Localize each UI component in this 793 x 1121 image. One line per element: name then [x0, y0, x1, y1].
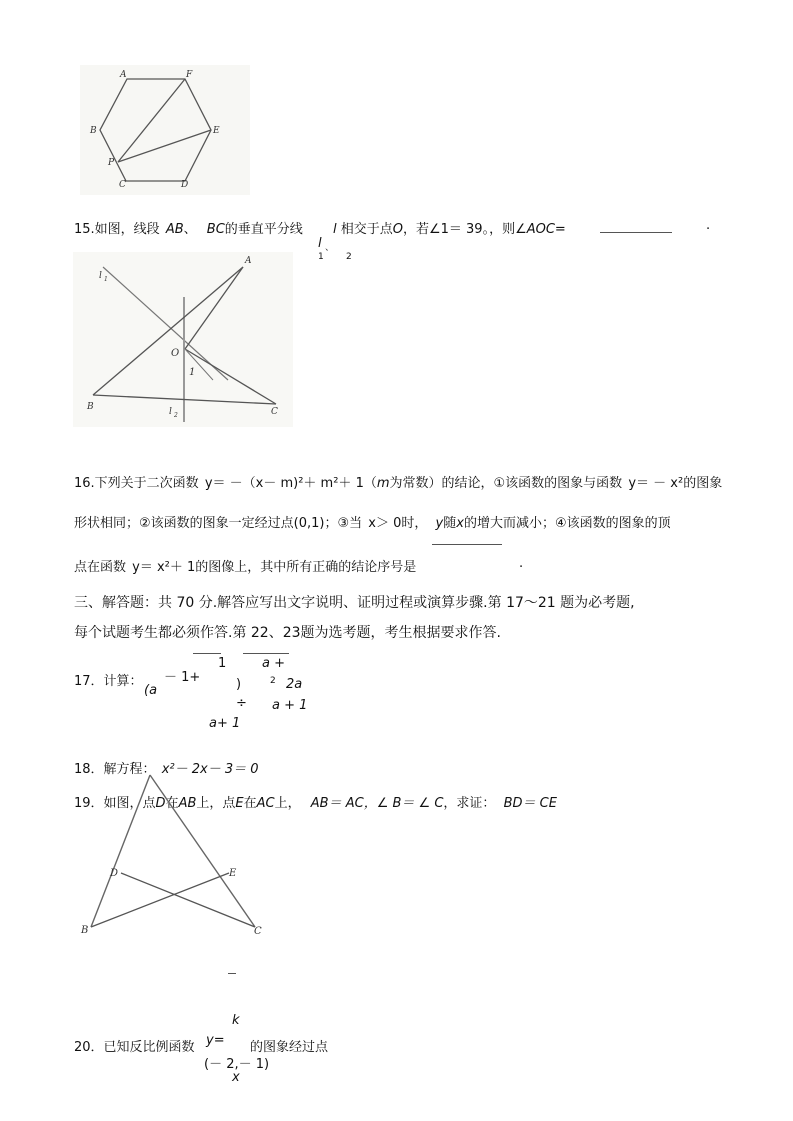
q15-text: 15.如图，线段 [74, 222, 160, 237]
q15-ab: AB [165, 222, 184, 237]
isosceles-triangle-figure [78, 770, 278, 940]
q17-close: ) [236, 677, 242, 692]
label-F: F [186, 70, 193, 80]
q16-line2 [74, 512, 671, 531]
q15-sub-sep: 、 [325, 243, 335, 253]
q19-t5: ，求证： [443, 796, 496, 811]
q15-sub2: 2 [346, 252, 352, 262]
q17-label: 17．计算： [74, 674, 143, 689]
question-20 [74, 1036, 195, 1055]
q17-minus1: － 1+ [164, 670, 201, 685]
q15-aoc: AOC= [526, 222, 566, 237]
q16-l2c: 时， [401, 516, 428, 531]
q15-sep: 、 [183, 222, 197, 237]
q18-label: 18．解方程： [74, 762, 156, 777]
q19-t4: 上， [274, 796, 301, 811]
fig15-l2: l [169, 407, 172, 417]
q16-l2e: 的增大而减小；④该函数的图象的顶 [463, 516, 671, 531]
label-P: P [108, 158, 115, 168]
fig15-l1: l [99, 271, 102, 281]
q16-line3 [74, 556, 416, 575]
fig15-O: O [171, 348, 180, 359]
q19-e: E [235, 796, 244, 811]
q16-l1a: 16.下列关于二次函数 [74, 476, 199, 491]
q16-end: . [519, 556, 524, 571]
q15-point-o: O [392, 222, 403, 237]
fig19-D: D [110, 868, 119, 879]
question-15 [74, 218, 566, 237]
q19-ac: AC [256, 796, 275, 811]
q16-l2a: 形状相同；②该函数的图象一定经过点 [74, 516, 294, 531]
q20-y: y= [206, 1033, 225, 1048]
q15-bc: BC [206, 222, 225, 237]
q19-d: D [155, 796, 166, 811]
q20-k: k [232, 1013, 240, 1028]
q20-label: 20．已知反比例函数 [74, 1040, 195, 1055]
q16-l1c: 为常数）的结论，①该函数的图象与函数 [389, 476, 623, 491]
fig19-B: B [81, 925, 89, 936]
q16-fn: y＝ x²＋ 1 [132, 560, 196, 575]
label-D: D [181, 180, 189, 190]
label-E: E [213, 126, 220, 136]
q19-t2: 上，点 [196, 796, 236, 811]
q17-num2-b: 2a [286, 677, 303, 692]
q17-div: ÷ [236, 696, 247, 711]
q20-point: (－ 2,－ 1) [204, 1057, 270, 1072]
q16-x: x [456, 516, 464, 531]
q16-function: y＝ －（x－ m)²＋ m²＋ 1（ [204, 476, 377, 491]
q16-l1e: 的图象 [683, 476, 723, 491]
q17-open: (a [144, 683, 158, 698]
q17-num2-exp: 2 [270, 676, 276, 686]
fig15-l2-sub: 2 [174, 412, 178, 419]
fig15-angle-1: 1 [189, 367, 196, 378]
q19-ab: AB [178, 796, 197, 811]
stray-dash [228, 973, 236, 974]
q20-t1: 的图象经过点 [250, 1040, 329, 1055]
q17-den2: a + 1 [272, 698, 308, 713]
q16-l3a: 点在函数 [74, 560, 127, 575]
q17-frac2-bar-top [243, 653, 289, 654]
fig15-l1-sub: 1 [104, 276, 108, 283]
q19-label: 19．如图，点 [74, 796, 156, 811]
q15-text-mid3: ，若∠1＝ 39。，则∠ [402, 222, 527, 237]
hexagon-figure [80, 65, 250, 195]
q18-equation: x²－ 2x－ 3＝ 0 [161, 762, 259, 777]
q15-l-mark: l [332, 222, 337, 237]
q19-t1: 在 [165, 796, 179, 811]
q16-line1 [74, 472, 722, 491]
fig15-B: B [87, 402, 94, 412]
q15-answer-blank[interactable] [600, 232, 672, 233]
fig15-A: A [245, 256, 252, 266]
perpendicular-bisector-figure [73, 252, 293, 427]
fig15-C: C [271, 407, 278, 417]
section-3-line2: 每个试题考生都必须作答.第 22、23题为选考题，考生根据要求作答. [74, 625, 501, 641]
q19-conclusion: BD＝ CE [503, 796, 557, 811]
q16-answer-blank[interactable] [432, 544, 502, 545]
q19-condition: AB＝ AC，∠ B＝ ∠ C [310, 796, 444, 811]
label-C: C [119, 180, 126, 190]
section-3-line1: 三、解答题：共 70 分.解答应写出文字说明、证明过程或演算步骤.第 17～21 题为必考题, [74, 595, 635, 611]
q19-t3: 在 [243, 796, 257, 811]
q17-num2-a: a + [262, 656, 285, 671]
q20-x: x [232, 1070, 240, 1085]
q15-l-sub: l [318, 236, 322, 251]
q16-function2: y＝ － x² [628, 476, 684, 491]
q16-m: m [376, 476, 390, 491]
q16-l2d: 随 [443, 516, 457, 531]
q15-text-mid2: 相交于点 [340, 222, 393, 237]
label-A: A [120, 70, 127, 80]
q15-end: . [706, 218, 711, 233]
q15-text-mid: 的垂直平分线 [224, 222, 303, 237]
q16-l3b: 的图像上，其中所有正确的结论序号是 [195, 560, 417, 575]
q17-frac1-bar-top [193, 653, 221, 654]
label-B: B [90, 126, 97, 136]
q17-frac-num: 1 [218, 656, 227, 671]
q16-y: y [435, 516, 444, 531]
q16-l2b: ；③当 [324, 516, 363, 531]
q15-sub1: 1 [318, 252, 324, 262]
q16-cond: x＞ 0 [368, 516, 402, 531]
fig19-C: C [254, 926, 262, 937]
fig19-E: E [229, 868, 237, 879]
q17-den1: a+ 1 [209, 716, 241, 731]
q16-point: (0,1) [293, 516, 325, 531]
